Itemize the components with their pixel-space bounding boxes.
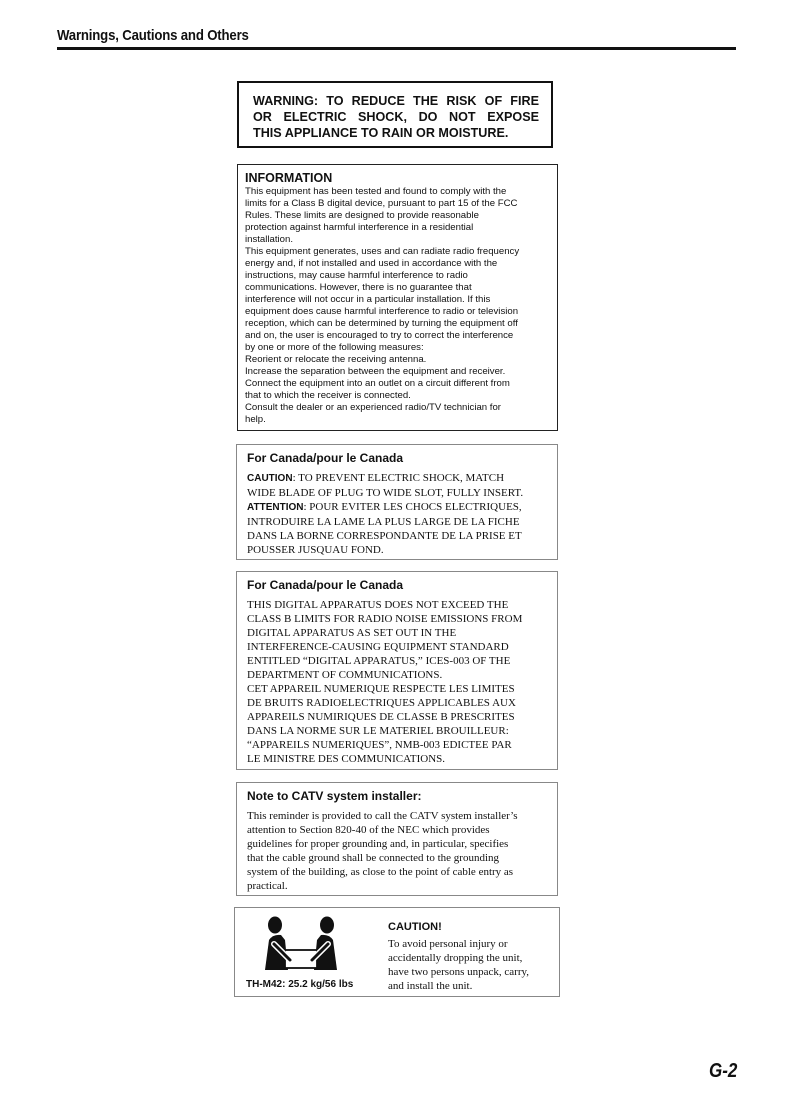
page-number: G-2 (709, 1060, 738, 1082)
information-line: that to which the receiver is connected. (245, 390, 411, 401)
information-line: Rules. These limits are designed to provide reasonable (245, 210, 479, 221)
catv-line: system of the building, as close to the point of cable entry as (247, 866, 514, 878)
information-line: by one or more of the following measures: (245, 342, 424, 353)
page-header-title: Warnings, Cautions and Others (57, 27, 249, 44)
information-line: Reorient or relocate the receiving antenna. (245, 354, 427, 365)
canada-ices-box (236, 571, 558, 770)
ices-line: ENTITLED “DIGITAL APPARATUS,” ICES-003 OF THE (247, 655, 511, 667)
information-line: interference will not occur in a particular installation. If this (245, 294, 491, 305)
information-line: This equipment has been tested and found to comply with the (245, 186, 507, 197)
catv-note-box (236, 782, 558, 896)
canada-title: For Canada/pour le Canada (247, 578, 404, 592)
header-rule (57, 47, 736, 50)
catv-line: This reminder is provided to call the CATV system installer’s (247, 810, 518, 822)
lifting-caution-box (234, 907, 560, 997)
caution-title: CAUTION! (388, 921, 442, 933)
information-line: reception, which can be determined by turning the equipment off (245, 318, 518, 329)
information-line: limits for a Class B digital device, pursuant to part 15 of the FCC (245, 198, 518, 209)
ices-line: DE BRUITS RADIOELECTRIQUES APPLICABLES AUX (247, 697, 516, 709)
information-line: energy and, if not installed and used in accordance with the (245, 258, 498, 269)
caution-line: WIDE BLADE OF PLUG TO WIDE SLOT, FULLY INSERT. (247, 487, 524, 499)
information-line: This equipment generates, uses and can radiate radio frequency (245, 246, 520, 257)
ices-line: APPAREILS NUMIRIQUES DE CLASSE B PRESCRITES (247, 711, 515, 723)
information-line: protection against harmful interference in a residential (245, 222, 474, 233)
ices-line: DIGITAL APPARATUS AS SET OUT IN THE (247, 627, 457, 639)
caution-line (247, 471, 547, 486)
attention-line (247, 500, 547, 515)
attention-line: INTRODUIRE LA LAME LA PLUS LARGE DE LA FICHE (247, 516, 520, 528)
attention-line: POUSSER JUSQUAU FOND. (247, 544, 384, 556)
information-line: communications. However, there is no guarantee that (245, 282, 472, 293)
information-line: instructions, may cause harmful interference to radio (245, 270, 468, 281)
two-person-lift-icon (261, 914, 341, 972)
information-line: and on, the user is encouraged to try to correct the interference (245, 330, 514, 341)
ices-line: THIS DIGITAL APPARATUS DOES NOT EXCEED THE (247, 599, 509, 611)
catv-line: that the cable ground shall be connected to the grounding (247, 852, 500, 864)
caution-line: have two persons unpack, carry, (388, 966, 530, 978)
caution-line: accidentally dropping the unit, (388, 952, 523, 964)
canada-plug-caution-box (236, 444, 558, 560)
ices-line: DANS LA NORME SUR LE MATERIEL BROUILLEUR: (247, 725, 509, 737)
caution-text (388, 937, 529, 993)
ices-line: CET APPAREIL NUMERIQUE RESPECTE LES LIMITES (247, 683, 515, 695)
caution-line: and install the unit. (388, 980, 473, 992)
catv-line: attention to Section 820-40 of the NEC which provides (247, 824, 490, 836)
information-line: installation. (245, 234, 293, 245)
catv-line: guidelines for proper grounding and, in particular, specifies (247, 838, 509, 850)
ices-line: “APPAREILS NUMERIQUES”, NMB-003 EDICTEE PAR (247, 739, 512, 751)
information-line: Consult the dealer or an experienced radio/TV technician for (245, 402, 501, 413)
ices-line: INTERFERENCE-CAUSING EQUIPMENT STANDARD (247, 641, 509, 653)
catv-title: Note to CATV system installer: (247, 789, 422, 803)
warning-line: THIS APPLIANCE TO RAIN OR MOISTURE. (253, 126, 509, 140)
canada-title: For Canada/pour le Canada (247, 451, 404, 465)
attention-label: ATTENTION (247, 502, 304, 513)
catv-line: practical. (247, 880, 288, 892)
attention-text: : POUR EVITER LES CHOCS ELECTRIQUES, (303, 501, 522, 513)
model-weight-label: TH-M42: 25.2 kg/56 lbs (246, 979, 354, 990)
warning-line: WARNING: TO REDUCE THE RISK OF FIRE (253, 94, 539, 108)
warning-line: OR ELECTRIC SHOCK, DO NOT EXPOSE (253, 110, 539, 124)
caution-line: To avoid personal injury or (388, 938, 508, 950)
information-box (237, 164, 558, 431)
information-title: INFORMATION (245, 171, 333, 185)
information-line: help. (245, 414, 266, 425)
caution-label: CAUTION (247, 473, 293, 484)
ices-line: CLASS B LIMITS FOR RADIO NOISE EMISSIONS FROM (247, 613, 523, 625)
caution-text: : TO PREVENT ELECTRIC SHOCK, MATCH (292, 472, 505, 484)
information-line: equipment does cause harmful interference to radio or television (245, 306, 519, 317)
ices-line: LE MINISTRE DES COMMUNICATIONS. (247, 753, 446, 765)
ices-line: DEPARTMENT OF COMMUNICATIONS. (247, 669, 443, 681)
information-line: Connect the equipment into an outlet on a circuit different from (245, 378, 510, 389)
warning-box (237, 81, 553, 148)
attention-line: DANS LA BORNE CORRESPONDANTE DE LA PRISE ET (247, 530, 522, 542)
information-line: Increase the separation between the equipment and receiver. (245, 366, 506, 377)
